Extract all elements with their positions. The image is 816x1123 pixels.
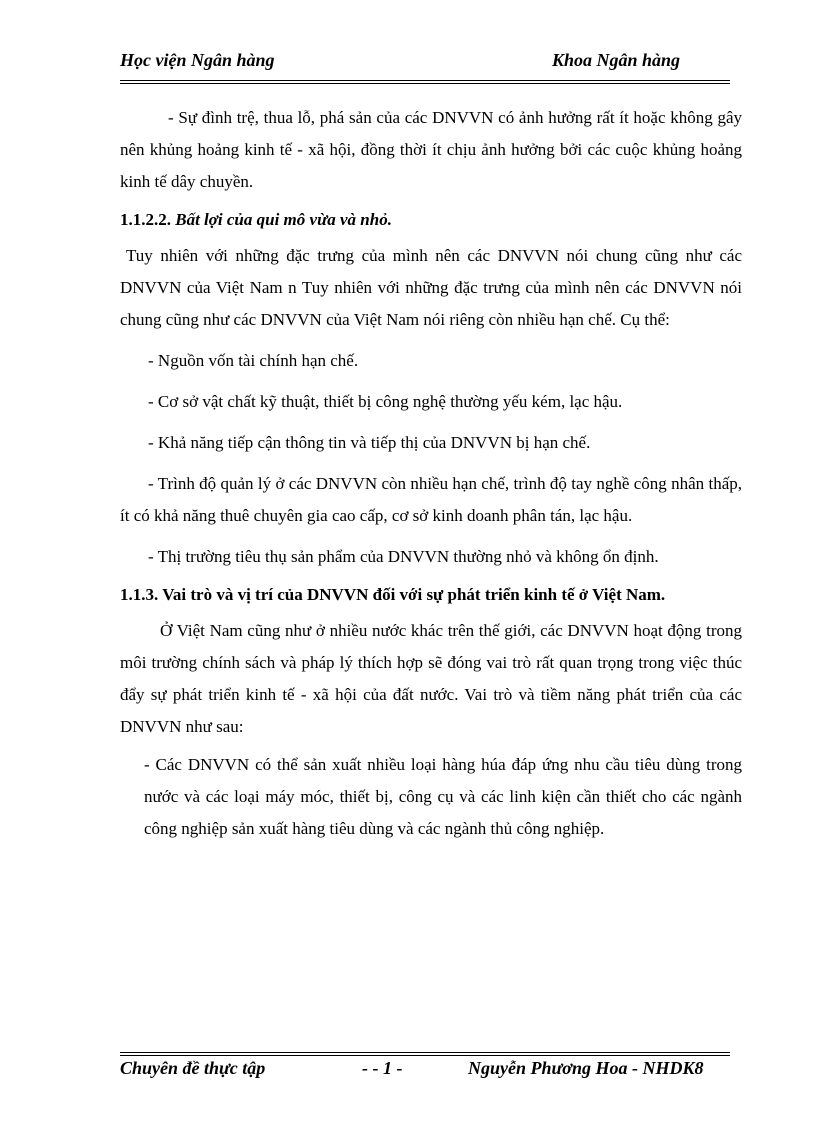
footer-rule-bottom — [120, 1055, 730, 1056]
section-heading-1-1-3: 1.1.3. Vai trò và vị trí của DNVVN đối với sự phát triển kinh tế ở Việt Nam. — [120, 585, 666, 604]
header-rule-bottom — [120, 83, 730, 84]
paragraph-production: - Các DNVVN có thể sản xuất nhiều loại hàng húa đáp ứng nhu cầu tiêu dùng trong nước và các loại máy móc, thiết bị, công cụ và các linh kiện cần thiết cho các ngành công nghiệp sản xuất hàng tiêu dùng và các ngành thủ công nghiệp. — [144, 755, 742, 838]
footer-author: Nguyễn Phương Hoa - NHDK8 — [468, 1058, 704, 1078]
paragraph-intro: - Sự đình trệ, thua lỗ, phá sản của các DNVVN có ảnh hưởng rất ít hoặc không gây nên khủng hoảng kinh tế - xã hội, đồng thời ít chịu ảnh hưởng bởi các cuộc khủng hoảng kinh tế dây chuyền. — [120, 108, 742, 191]
bullet-management: - Trình độ quản lý ở các DNVVN còn nhiều hạn chế, trình độ tay nghề công nhân thấp, ít có khả năng thuê chuyên gia cao cấp, cơ sở kinh doanh phân tán, lạc hậu. — [120, 474, 742, 525]
footer-document-type: Chuyên đề thực tập — [120, 1058, 266, 1078]
header-institution: Học viện Ngân hàng — [120, 50, 275, 70]
header-department: Khoa Ngân hàng — [552, 50, 681, 70]
bullet-information: - Khả năng tiếp cận thông tin và tiếp thị của DNVVN bị hạn chế. — [148, 433, 591, 452]
section-number: 1.1.2.2. — [120, 210, 171, 229]
bullet-capital: - Nguồn vốn tài chính hạn chế. — [148, 351, 359, 370]
bullet-facilities: - Cơ sở vật chất kỹ thuật, thiết bị công nghệ thường yếu kém, lạc hậu. — [148, 392, 623, 411]
page-footer — [120, 1058, 730, 1088]
footer-rule-top — [120, 1052, 730, 1053]
page-header — [120, 48, 730, 78]
page-content — [120, 102, 742, 845]
page-number: - - 1 - — [362, 1058, 403, 1078]
paragraph-limitations: Tuy nhiên với những đặc trưng của mình nên các DNVVN nói chung cũng như các DNVVN của Việt Nam n Tuy nhiên với những đặc trưng của mình nên các DNVVN nói chung cũng như các DNVVN của Việt Nam nói riêng còn nhiều hạn chế. Cụ thể: — [120, 246, 742, 329]
section-heading-1-1-2-2 — [120, 202, 742, 238]
header-rule-top — [120, 80, 730, 81]
bullet-market: - Thị trường tiêu thụ sản phẩm của DNVVN thường nhỏ và không ổn định. — [148, 547, 659, 566]
section-title: Bất lợi của qui mô vừa và nhỏ. — [175, 210, 392, 229]
paragraph-role: Ở Việt Nam cũng như ở nhiều nước khác trên thế giới, các DNVVN hoạt động trong môi trường chính sách và pháp lý thích hợp sẽ đóng vai trò rất quan trọng trong việc thúc đẩy sự phát triển kinh tế - xã hội của đất nước. Vai trò và tiềm năng phát triển của các DNVVN như sau: — [120, 621, 742, 736]
